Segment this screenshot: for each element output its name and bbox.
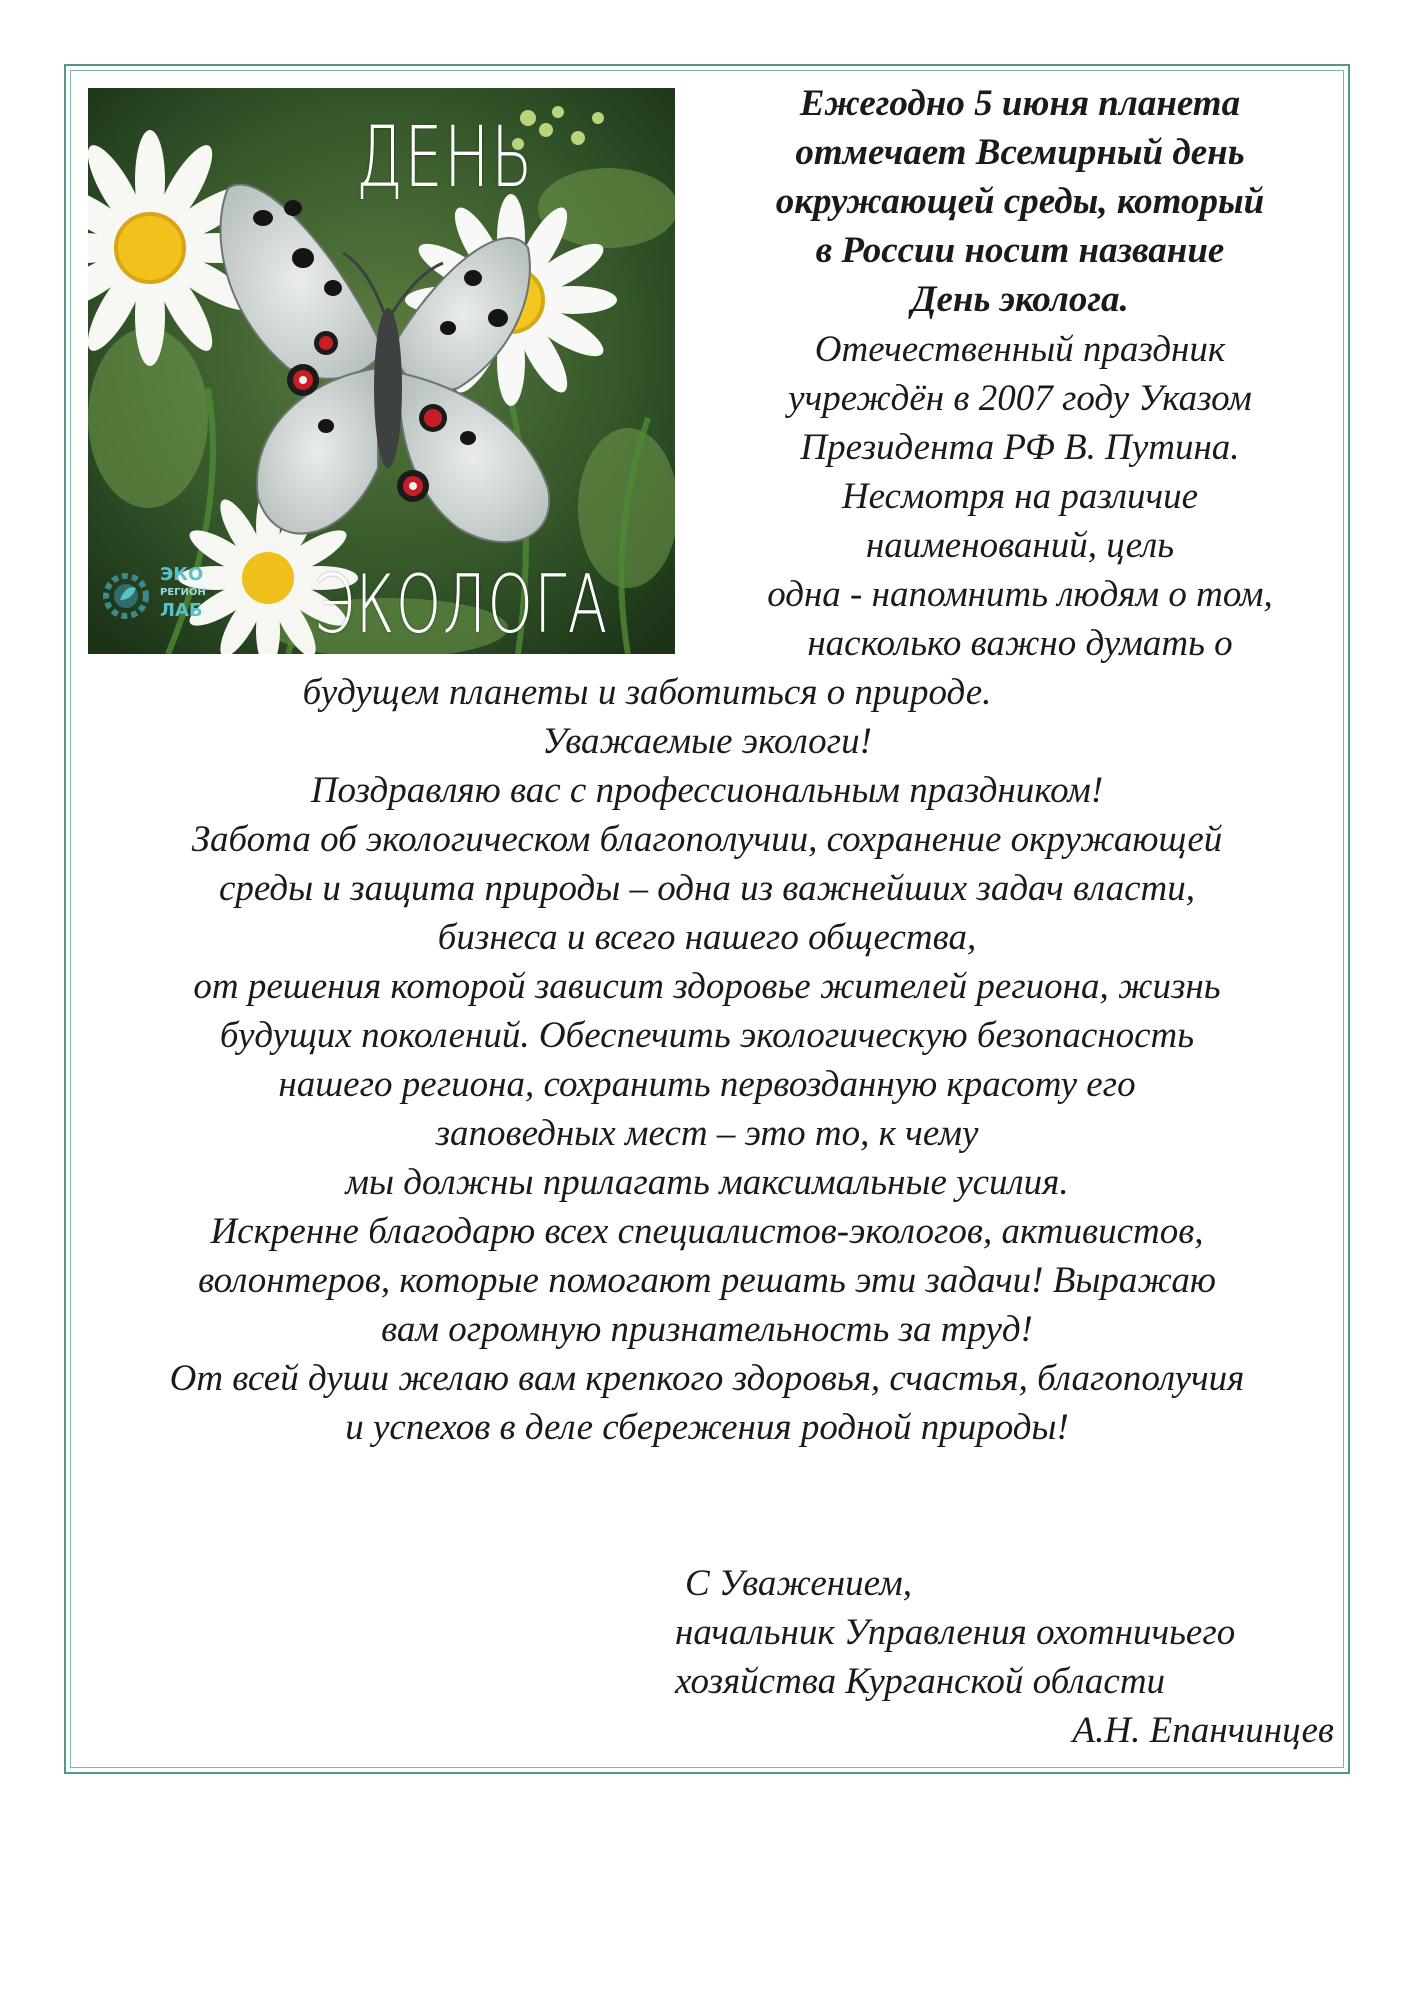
intro-bold-line: окружающей среды, который — [775, 181, 1265, 222]
image-title-top: ДЕНЬ — [356, 108, 534, 206]
intro-bold-line: в России носит название — [815, 230, 1225, 271]
intro-line: одна - напомнить людям о том, — [767, 574, 1273, 615]
eco-region-lab-logo — [96, 566, 216, 636]
signature-position-line1: начальник Управления охотничьего — [675, 1612, 1236, 1653]
body-line: заповедных мест – это то, к чему — [435, 1113, 979, 1154]
intro-bold-line: Ежегодно 5 июня планета — [799, 83, 1241, 124]
gear-leaf-icon — [96, 566, 156, 626]
logo-text-eco: ЭКО — [160, 564, 204, 585]
intro-bold-line: отмечает Всемирный день — [795, 132, 1245, 173]
body-line: От всей души желаю вам крепкого здоровья, счастья, благополучия — [169, 1358, 1245, 1399]
body-line: Забота об экологическом благополучии, сохранение окружающей — [191, 819, 1223, 860]
body-line: бизнеса и всего нашего общества, — [437, 917, 977, 958]
body-line: будущем планеты и заботиться о природе. — [302, 672, 992, 713]
signature-position-line2: хозяйства Курганской области — [675, 1661, 1166, 1702]
intro-line: наименований, цель — [865, 525, 1175, 566]
signature-greeting: С Уважением, — [685, 1563, 912, 1604]
body-line: среды и защита природы – одна из важнейших задач власти, — [218, 868, 1195, 909]
body-line: Искренне благодарю всех специалистов-экологов, активистов, — [210, 1211, 1204, 1252]
intro-line: Несмотря на различие — [841, 476, 1199, 517]
body-line: от решения которой зависит здоровье жителей региона, жизнь — [193, 966, 1221, 1007]
body-line: будущих поколений. Обеспечить экологическую безопасность — [219, 1015, 1195, 1056]
intro-line: Президента РФ В. Путина. — [800, 427, 1240, 468]
intro-bold-line: День эколога. — [911, 279, 1129, 320]
ecologist-day-image — [88, 88, 675, 654]
body-line: вам огромную признательность за труд! — [381, 1309, 1033, 1350]
body-line: мы должны прилагать максимальные усилия. — [345, 1162, 1069, 1203]
intro-line: насколько важно думать о — [807, 623, 1233, 664]
intro-line: учреждён в 2007 году Указом — [788, 378, 1252, 419]
greeting-heading: Уважаемые экологи! — [542, 721, 872, 762]
signature-name: А.Н. Епанчинцев — [1072, 1710, 1334, 1751]
body-line: нашего региона, сохранить первозданную красоту его — [278, 1064, 1136, 1105]
logo-text-lab: ЛАБ — [160, 600, 203, 621]
image-title-bottom: ЭКОЛОГА — [314, 558, 609, 651]
body-line: и успехов в деле сбережения родной природы! — [345, 1407, 1069, 1448]
logo-text-region: РЕГИОН — [160, 587, 206, 598]
intro-line: Отечественный праздник — [814, 329, 1226, 370]
body-line: волонтеров, которые помогают решать эти задачи! Выражаю — [198, 1260, 1216, 1301]
congratulation-line: Поздравляю вас с профессиональным праздником! — [310, 770, 1104, 811]
